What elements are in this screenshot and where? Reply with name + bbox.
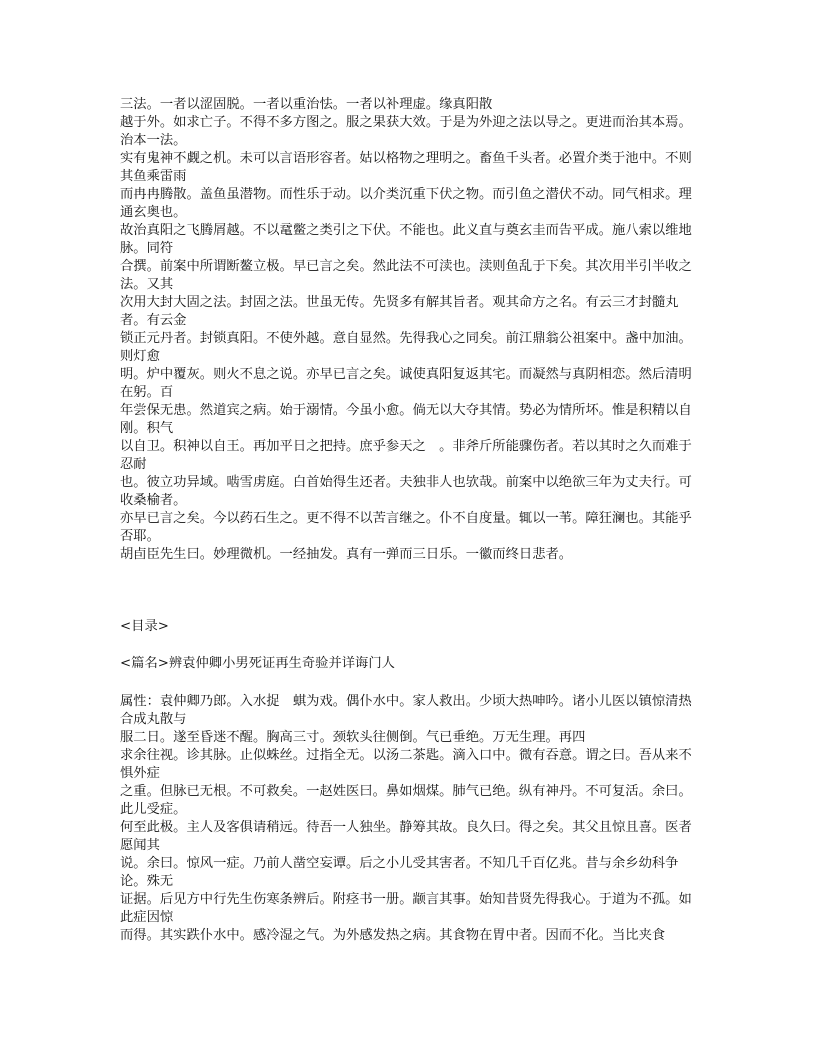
chapter-title: <篇名>辨袁仲卿小男死证再生奇验并详诲门人 (120, 656, 395, 671)
text-line: 求余往视。诊其脉。止似蛛丝。过指全无。以汤二茶匙。滴入口中。微有吞意。谓之曰。吾从来不惧外症 (120, 748, 692, 781)
text-line: 而得。其实跌仆水中。感冷湿之气。为外感发热之病。其食物在胃中者。因而不化。当比夹食 (120, 928, 666, 943)
text-line: 实有鬼神不觑之机。未可以言语形容者。姑以格物之理明之。畜鱼千头者。必置介类于池中。不则其鱼乘雷雨 (120, 151, 692, 184)
toc-label: <目录> (120, 619, 169, 634)
text-line: 合撰。前案中所谓断鳌立极。早已言之矣。然此法不可渎也。渎则鱼乱于下矣。其次用半引半收之法。又其 (120, 259, 692, 292)
text-line: 也。彼立功异域。啮雪虏庭。白首始得生还者。夫独非人也欤哉。前案中以绝欲三年为丈夫行。可收桑榆者。 (120, 475, 692, 508)
text-line: 明。炉中覆灰。则火不息之说。亦早已言之矣。诚使真阳复返其宅。而凝然与真阴相恋。然后清明在躬。百 (120, 367, 692, 400)
text-line: 越于外。如求亡子。不得不多方图之。服之果获大效。于是为外迎之法以导之。更进而治其本焉。治本一法。 (120, 115, 692, 148)
text-line: 之重。但脉已无根。不可救矣。一赵姓医曰。鼻如烟煤。肺气已绝。纵有神丹。不可复活。余曰。此儿受症。 (120, 784, 692, 817)
section-2-text (120, 693, 704, 945)
text-line: 属性：袁仲卿乃郎。入水捉 蜞为戏。偶仆水中。家人救出。少顷大热呻吟。诸小儿医以镇惊清热合成丸散与 (120, 694, 692, 727)
text-line: 而冉冉腾散。盖鱼虽潜物。而性乐于动。以介类沉重下伏之物。而引鱼之潜伏不动。同气相求。理通玄奥也。 (120, 187, 692, 220)
text-line: 锁正元丹者。封锁真阳。不使外越。意自显然。先得我心之同矣。前江鼎翁公祖案中。盏中加油。则灯愈 (120, 331, 692, 364)
text-line: 何至此极。主人及客俱请稍远。待吾一人独坐。静筹其故。良久曰。得之矣。其父且惊且喜。医者愿闻其 (120, 820, 692, 853)
text-line: 次用大封大固之法。封固之法。世虽无传。先贤多有解其旨者。观其命方之名。有云三才封髓丸者。有云金 (120, 295, 679, 328)
section-1-text (120, 96, 704, 564)
text-line: 年尝保无患。然道宾之病。始于溺情。今虽小愈。倘无以大夺其情。势必为情所坏。惟是积精以自刚。积气 (120, 403, 692, 436)
text-line: 服二日。遂至昏迷不醒。胸高三寸。颈软头往侧倒。气已垂绝。万无生理。再四 (120, 730, 586, 745)
text-line: 说。余曰。惊风一症。乃前人凿空妄谭。后之小儿受其害者。不知几千百亿兆。昔与余乡幼科争论。殊无 (120, 856, 679, 889)
text-line: 三法。一者以涩固脱。一者以重治怯。一者以补理虚。缘真阳散 (120, 97, 493, 112)
text-line: 以自卫。积神以自王。再加平日之把持。庶乎参天之 。非斧斤所能骤伤者。若以其时之久而难于忍耐 (120, 439, 692, 472)
document-page (120, 96, 704, 945)
text-line: 故治真阳之飞腾屑越。不以鼋鳖之类引之下伏。不能也。此义直与奠玄圭而告平成。施八索以维地脉。同符 (120, 223, 692, 256)
text-line: 胡卣臣先生曰。妙理微机。一经抽发。真有一弹而三日乐。一徽而终日悲者。 (120, 547, 573, 562)
text-line: 证据。后见方中行先生伤寒条辨后。附痉书一册。颛言其事。始知昔贤先得我心。于道为不孤。如此症因惊 (120, 892, 692, 925)
text-line: 亦早已言之矣。今以药石生之。更不得不以苦言继之。仆不自度量。辄以一苇。障狂澜也。其能乎否耶。 (120, 511, 692, 544)
